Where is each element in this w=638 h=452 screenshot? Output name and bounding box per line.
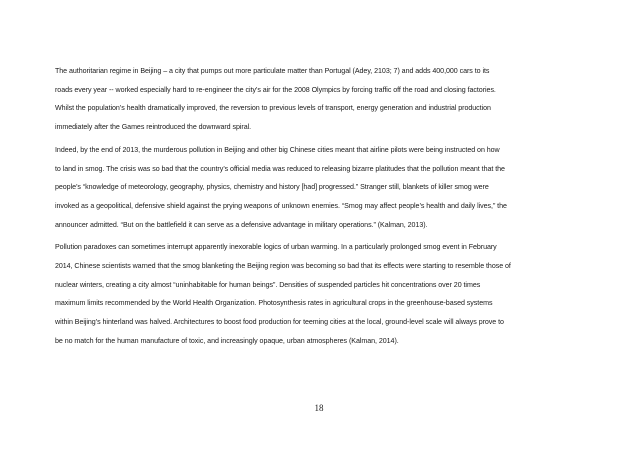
text-line: people’s “knowledge of meteorology, geography, physics, chemistry and history [had] progressed.” Stranger still, blankets of killer smog were [55,183,489,192]
text-line: nuclear winters, creating a city almost “uninhabitable for human beings”. Densities of suspended particles hit concentrations over 20 times [55,280,481,289]
text-line: within Beijing’s hinterland was halved. Architectures to boost food production for teeming cities at the local, ground-level scale will always prove to [55,318,504,327]
text-line: immediately after the Games reintroduced the downward spiral. [55,123,252,132]
text-line: announcer admitted. “But on the battlefield it can serve as a defensive advantage in military operations.” (Kalman, 2013). [55,220,428,229]
paragraph-pollution-paradoxes [55,238,585,350]
text-line: 2014, Chinese scientists warned that the smog blanketing the Beijing region was becoming so bad that its effects were starting to resemble those of [55,262,511,271]
text-line: The authoritarian regime in Beijing – a city that pumps out more particulate matter than Portugal (Adey, 2103; 7) and adds 400,000 cars to its [55,67,490,75]
text-line: roads every year -- worked especially hard to re-engineer the city’s air for the 2008 Olympics by forcing traffic off the road and closing factories. [55,85,496,94]
text-line: Pollution paradoxes can sometimes interrupt apparently inexorable logics of urban warming. In a particularly prolonged smog event in February [55,243,497,252]
text-line: maximum limits recommended by the World Health Organization. Photosynthesis rates in agricultural crops in the greenhouse-based systems [55,299,493,308]
text-line: to land in smog. The crisis was so bad that the country’s official media was reduced to releasing bizarre platitudes that the pollution meant that the [55,164,505,173]
text-line: invoked as a geopolitical, defensive shield against the prying weapons of unknown enemies. “Smog may affect people’s health and daily lives,” the [55,201,507,210]
text-line: Whilst the population’s health dramatically improved, the reversion to previous levels of transport, energy generation and industrial production [55,104,491,113]
page-number: 18 [314,403,324,413]
text-line: Indeed, by the end of 2013, the murderous pollution in Beijing and other big Chinese cities meant that airline pilots were being instructed on how [55,145,500,154]
body-text [55,62,585,355]
text-line: be no match for the human manufacture of toxic, and increasingly opaque, urban atmospheres (Kalman, 2014). [55,336,399,345]
paragraph-beijing-olympics [55,62,585,137]
paragraph-smog-crisis [55,141,585,235]
